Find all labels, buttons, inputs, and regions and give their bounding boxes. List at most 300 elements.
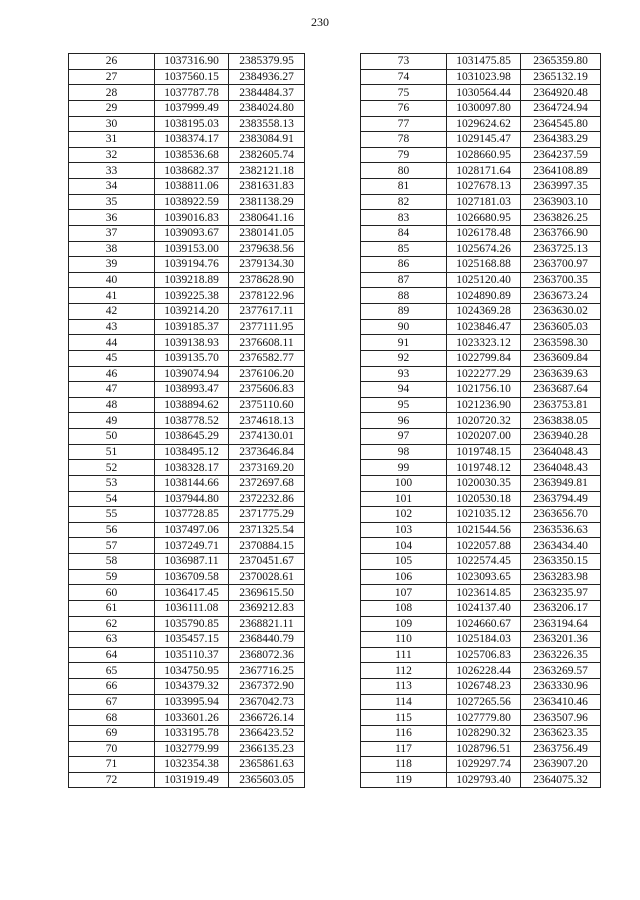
table-row (361, 663, 601, 679)
y-coordinate-cell: 2373169.20 (229, 460, 305, 476)
x-coordinate-cell: 1037787.78 (155, 85, 229, 101)
table-row (361, 210, 601, 226)
y-coordinate-cell: 2364108.89 (521, 163, 601, 179)
y-coordinate-cell: 2364048.43 (521, 444, 601, 460)
point-number-cell: 59 (69, 569, 155, 585)
x-coordinate-cell: 1039135.70 (155, 350, 229, 366)
point-number-cell: 78 (361, 132, 447, 148)
table-row (69, 585, 305, 601)
x-coordinate-cell: 1023323.12 (447, 335, 521, 351)
y-coordinate-cell: 2363700.97 (521, 257, 601, 273)
table-row (69, 304, 305, 320)
point-number-cell: 97 (361, 429, 447, 445)
point-number-cell: 36 (69, 210, 155, 226)
table-row (361, 460, 601, 476)
x-coordinate-cell: 1038328.17 (155, 460, 229, 476)
table-row (69, 679, 305, 695)
y-coordinate-cell: 2363235.97 (521, 585, 601, 601)
x-coordinate-cell: 1038682.37 (155, 163, 229, 179)
table-row (69, 241, 305, 257)
y-coordinate-cell: 2363434.40 (521, 538, 601, 554)
y-coordinate-cell: 2365359.80 (521, 54, 601, 70)
point-number-cell: 53 (69, 475, 155, 491)
point-number-cell: 88 (361, 288, 447, 304)
coordinates-table-left (68, 53, 305, 788)
table-row (69, 429, 305, 445)
x-coordinate-cell: 1038536.68 (155, 147, 229, 163)
point-number-cell: 47 (69, 382, 155, 398)
table-row (361, 225, 601, 241)
table-row (69, 616, 305, 632)
point-number-cell: 30 (69, 116, 155, 132)
x-coordinate-cell: 1033601.26 (155, 710, 229, 726)
y-coordinate-cell: 2363410.46 (521, 694, 601, 710)
y-coordinate-cell: 2363330.96 (521, 679, 601, 695)
y-coordinate-cell: 2363907.20 (521, 757, 601, 773)
table-row (69, 554, 305, 570)
point-number-cell: 104 (361, 538, 447, 554)
y-coordinate-cell: 2377111.95 (229, 319, 305, 335)
table-row (69, 600, 305, 616)
y-coordinate-cell: 2369212.83 (229, 600, 305, 616)
table-row (361, 100, 601, 116)
table-row (361, 538, 601, 554)
table-row (361, 491, 601, 507)
point-number-cell: 72 (69, 772, 155, 788)
point-number-cell: 81 (361, 179, 447, 195)
table-row (361, 69, 601, 85)
point-number-cell: 111 (361, 647, 447, 663)
table-row (69, 210, 305, 226)
point-number-cell: 46 (69, 366, 155, 382)
point-number-cell: 87 (361, 272, 447, 288)
x-coordinate-cell: 1038778.52 (155, 413, 229, 429)
point-number-cell: 28 (69, 85, 155, 101)
x-coordinate-cell: 1020030.35 (447, 475, 521, 491)
table-row (69, 350, 305, 366)
x-coordinate-cell: 1027779.80 (447, 710, 521, 726)
point-number-cell: 82 (361, 194, 447, 210)
y-coordinate-cell: 2376106.20 (229, 366, 305, 382)
point-number-cell: 75 (361, 85, 447, 101)
table-row (361, 522, 601, 538)
table-row (361, 585, 601, 601)
y-coordinate-cell: 2382121.18 (229, 163, 305, 179)
x-coordinate-cell: 1034379.32 (155, 679, 229, 695)
x-coordinate-cell: 1038195.03 (155, 116, 229, 132)
y-coordinate-cell: 2363656.70 (521, 507, 601, 523)
point-number-cell: 58 (69, 554, 155, 570)
y-coordinate-cell: 2363283.98 (521, 569, 601, 585)
table-row (69, 382, 305, 398)
y-coordinate-cell: 2370884.15 (229, 538, 305, 554)
y-coordinate-cell: 2363838.05 (521, 413, 601, 429)
y-coordinate-cell: 2374618.13 (229, 413, 305, 429)
x-coordinate-cell: 1029793.40 (447, 772, 521, 788)
y-coordinate-cell: 2364237.59 (521, 147, 601, 163)
point-number-cell: 50 (69, 429, 155, 445)
y-coordinate-cell: 2383558.13 (229, 116, 305, 132)
y-coordinate-cell: 2368440.79 (229, 632, 305, 648)
point-number-cell: 67 (69, 694, 155, 710)
coordinates-table-right (360, 53, 601, 788)
point-number-cell: 64 (69, 647, 155, 663)
x-coordinate-cell: 1025184.03 (447, 632, 521, 648)
x-coordinate-cell: 1038144.66 (155, 475, 229, 491)
y-coordinate-cell: 2366135.23 (229, 741, 305, 757)
x-coordinate-cell: 1024369.28 (447, 304, 521, 320)
table-row (361, 397, 601, 413)
table-row (69, 725, 305, 741)
table-row (361, 475, 601, 491)
table-row (69, 85, 305, 101)
y-coordinate-cell: 2363206.17 (521, 600, 601, 616)
y-coordinate-cell: 2364724.94 (521, 100, 601, 116)
y-coordinate-cell: 2371325.54 (229, 522, 305, 538)
table-row (69, 257, 305, 273)
table-row (361, 288, 601, 304)
x-coordinate-cell: 1031475.85 (447, 54, 521, 70)
y-coordinate-cell: 2384484.37 (229, 85, 305, 101)
point-number-cell: 41 (69, 288, 155, 304)
y-coordinate-cell: 2366726.14 (229, 710, 305, 726)
table-row (361, 413, 601, 429)
x-coordinate-cell: 1037316.90 (155, 54, 229, 70)
y-coordinate-cell: 2367716.25 (229, 663, 305, 679)
x-coordinate-cell: 1021236.90 (447, 397, 521, 413)
table-row (69, 632, 305, 648)
table-row (69, 413, 305, 429)
y-coordinate-cell: 2364075.32 (521, 772, 601, 788)
table-row (361, 147, 601, 163)
table-row (69, 694, 305, 710)
table-row (361, 757, 601, 773)
point-number-cell: 66 (69, 679, 155, 695)
point-number-cell: 35 (69, 194, 155, 210)
y-coordinate-cell: 2363201.36 (521, 632, 601, 648)
point-number-cell: 57 (69, 538, 155, 554)
point-number-cell: 40 (69, 272, 155, 288)
point-number-cell: 86 (361, 257, 447, 273)
table-row (361, 554, 601, 570)
y-coordinate-cell: 2363630.02 (521, 304, 601, 320)
point-number-cell: 110 (361, 632, 447, 648)
point-number-cell: 114 (361, 694, 447, 710)
point-number-cell: 76 (361, 100, 447, 116)
x-coordinate-cell: 1019748.12 (447, 460, 521, 476)
point-number-cell: 112 (361, 663, 447, 679)
y-coordinate-cell: 2363673.24 (521, 288, 601, 304)
point-number-cell: 92 (361, 350, 447, 366)
table-row (69, 272, 305, 288)
y-coordinate-cell: 2367372.90 (229, 679, 305, 695)
y-coordinate-cell: 2371775.29 (229, 507, 305, 523)
x-coordinate-cell: 1020530.18 (447, 491, 521, 507)
y-coordinate-cell: 2366423.52 (229, 725, 305, 741)
x-coordinate-cell: 1038993.47 (155, 382, 229, 398)
x-coordinate-cell: 1025674.26 (447, 241, 521, 257)
x-coordinate-cell: 1039218.89 (155, 272, 229, 288)
table-row (361, 647, 601, 663)
x-coordinate-cell: 1028660.95 (447, 147, 521, 163)
x-coordinate-cell: 1038374.17 (155, 132, 229, 148)
x-coordinate-cell: 1028290.32 (447, 725, 521, 741)
point-number-cell: 51 (69, 444, 155, 460)
x-coordinate-cell: 1037497.06 (155, 522, 229, 538)
x-coordinate-cell: 1024137.40 (447, 600, 521, 616)
point-number-cell: 107 (361, 585, 447, 601)
table-row (361, 241, 601, 257)
y-coordinate-cell: 2363949.81 (521, 475, 601, 491)
y-coordinate-cell: 2363226.35 (521, 647, 601, 663)
x-coordinate-cell: 1026228.44 (447, 663, 521, 679)
table-row (69, 710, 305, 726)
point-number-cell: 115 (361, 710, 447, 726)
y-coordinate-cell: 2370028.61 (229, 569, 305, 585)
x-coordinate-cell: 1033995.94 (155, 694, 229, 710)
table-row (361, 366, 601, 382)
point-number-cell: 71 (69, 757, 155, 773)
point-number-cell: 60 (69, 585, 155, 601)
x-coordinate-cell: 1033195.78 (155, 725, 229, 741)
point-number-cell: 106 (361, 569, 447, 585)
point-number-cell: 43 (69, 319, 155, 335)
point-number-cell: 61 (69, 600, 155, 616)
table-row (69, 319, 305, 335)
x-coordinate-cell: 1031023.98 (447, 69, 521, 85)
table-row (361, 632, 601, 648)
point-number-cell: 34 (69, 179, 155, 195)
x-coordinate-cell: 1026178.48 (447, 225, 521, 241)
x-coordinate-cell: 1030097.80 (447, 100, 521, 116)
point-number-cell: 29 (69, 100, 155, 116)
x-coordinate-cell: 1021756.10 (447, 382, 521, 398)
table-row (361, 725, 601, 741)
table-row (361, 319, 601, 335)
table-row (361, 179, 601, 195)
point-number-cell: 63 (69, 632, 155, 648)
y-coordinate-cell: 2363269.57 (521, 663, 601, 679)
x-coordinate-cell: 1038894.62 (155, 397, 229, 413)
point-number-cell: 103 (361, 522, 447, 538)
x-coordinate-cell: 1036709.58 (155, 569, 229, 585)
x-coordinate-cell: 1039074.94 (155, 366, 229, 382)
table-row (361, 335, 601, 351)
x-coordinate-cell: 1027265.56 (447, 694, 521, 710)
x-coordinate-cell: 1022277.29 (447, 366, 521, 382)
point-number-cell: 70 (69, 741, 155, 757)
y-coordinate-cell: 2363753.81 (521, 397, 601, 413)
x-coordinate-cell: 1039225.38 (155, 288, 229, 304)
table-row (69, 663, 305, 679)
point-number-cell: 38 (69, 241, 155, 257)
point-number-cell: 77 (361, 116, 447, 132)
point-number-cell: 109 (361, 616, 447, 632)
y-coordinate-cell: 2368072.36 (229, 647, 305, 663)
point-number-cell: 80 (361, 163, 447, 179)
y-coordinate-cell: 2363756.49 (521, 741, 601, 757)
x-coordinate-cell: 1035457.15 (155, 632, 229, 648)
y-coordinate-cell: 2363794.49 (521, 491, 601, 507)
x-coordinate-cell: 1022574.45 (447, 554, 521, 570)
point-number-cell: 42 (69, 304, 155, 320)
table-row (361, 116, 601, 132)
point-number-cell: 116 (361, 725, 447, 741)
table-row (361, 569, 601, 585)
point-number-cell: 105 (361, 554, 447, 570)
x-coordinate-cell: 1023614.85 (447, 585, 521, 601)
y-coordinate-cell: 2364048.43 (521, 460, 601, 476)
point-number-cell: 95 (361, 397, 447, 413)
table-row (361, 163, 601, 179)
y-coordinate-cell: 2380141.05 (229, 225, 305, 241)
table-row (69, 288, 305, 304)
point-number-cell: 93 (361, 366, 447, 382)
x-coordinate-cell: 1028171.64 (447, 163, 521, 179)
table-row (69, 491, 305, 507)
point-number-cell: 52 (69, 460, 155, 476)
point-number-cell: 73 (361, 54, 447, 70)
table-row (69, 397, 305, 413)
table-row (361, 710, 601, 726)
point-number-cell: 31 (69, 132, 155, 148)
point-number-cell: 94 (361, 382, 447, 398)
y-coordinate-cell: 2364383.29 (521, 132, 601, 148)
point-number-cell: 68 (69, 710, 155, 726)
point-number-cell: 90 (361, 319, 447, 335)
x-coordinate-cell: 1036417.45 (155, 585, 229, 601)
point-number-cell: 108 (361, 600, 447, 616)
y-coordinate-cell: 2376582.77 (229, 350, 305, 366)
x-coordinate-cell: 1025120.40 (447, 272, 521, 288)
x-coordinate-cell: 1035110.37 (155, 647, 229, 663)
table-row (69, 757, 305, 773)
x-coordinate-cell: 1036987.11 (155, 554, 229, 570)
table-row (361, 772, 601, 788)
x-coordinate-cell: 1039016.83 (155, 210, 229, 226)
x-coordinate-cell: 1024660.67 (447, 616, 521, 632)
y-coordinate-cell: 2364545.80 (521, 116, 601, 132)
point-number-cell: 27 (69, 69, 155, 85)
page-number: 230 (311, 15, 329, 29)
x-coordinate-cell: 1038495.12 (155, 444, 229, 460)
x-coordinate-cell: 1039214.20 (155, 304, 229, 320)
table-row (69, 163, 305, 179)
table-row (69, 460, 305, 476)
table-row (69, 507, 305, 523)
x-coordinate-cell: 1024890.89 (447, 288, 521, 304)
table-row (361, 600, 601, 616)
y-coordinate-cell: 2365132.19 (521, 69, 601, 85)
point-number-cell: 117 (361, 741, 447, 757)
point-number-cell: 69 (69, 725, 155, 741)
table-row (69, 194, 305, 210)
y-coordinate-cell: 2369615.50 (229, 585, 305, 601)
table-row (361, 54, 601, 70)
x-coordinate-cell: 1034750.95 (155, 663, 229, 679)
point-number-cell: 91 (361, 335, 447, 351)
table-row (69, 475, 305, 491)
y-coordinate-cell: 2363609.84 (521, 350, 601, 366)
table-row (361, 679, 601, 695)
x-coordinate-cell: 1029145.47 (447, 132, 521, 148)
x-coordinate-cell: 1039138.93 (155, 335, 229, 351)
y-coordinate-cell: 2375110.60 (229, 397, 305, 413)
point-number-cell: 48 (69, 397, 155, 413)
table-row (69, 179, 305, 195)
table-row (361, 257, 601, 273)
x-coordinate-cell: 1028796.51 (447, 741, 521, 757)
y-coordinate-cell: 2363940.28 (521, 429, 601, 445)
x-coordinate-cell: 1030564.44 (447, 85, 521, 101)
point-number-cell: 55 (69, 507, 155, 523)
table-row (361, 194, 601, 210)
y-coordinate-cell: 2368821.11 (229, 616, 305, 632)
y-coordinate-cell: 2363350.15 (521, 554, 601, 570)
x-coordinate-cell: 1037560.15 (155, 69, 229, 85)
table-row (69, 69, 305, 85)
point-number-cell: 98 (361, 444, 447, 460)
x-coordinate-cell: 1023093.65 (447, 569, 521, 585)
y-coordinate-cell: 2363766.90 (521, 225, 601, 241)
y-coordinate-cell: 2382605.74 (229, 147, 305, 163)
table-row (69, 335, 305, 351)
y-coordinate-cell: 2363997.35 (521, 179, 601, 195)
table-row (361, 350, 601, 366)
table-row (69, 647, 305, 663)
y-coordinate-cell: 2365861.63 (229, 757, 305, 773)
x-coordinate-cell: 1039185.37 (155, 319, 229, 335)
table-row (69, 741, 305, 757)
x-coordinate-cell: 1039153.00 (155, 241, 229, 257)
point-number-cell: 33 (69, 163, 155, 179)
point-number-cell: 49 (69, 413, 155, 429)
y-coordinate-cell: 2385379.95 (229, 54, 305, 70)
y-coordinate-cell: 2372232.86 (229, 491, 305, 507)
point-number-cell: 101 (361, 491, 447, 507)
table-row (361, 132, 601, 148)
y-coordinate-cell: 2373646.84 (229, 444, 305, 460)
y-coordinate-cell: 2376608.11 (229, 335, 305, 351)
x-coordinate-cell: 1022799.84 (447, 350, 521, 366)
x-coordinate-cell: 1036111.08 (155, 600, 229, 616)
table-row (69, 538, 305, 554)
point-number-cell: 54 (69, 491, 155, 507)
table-row (69, 100, 305, 116)
y-coordinate-cell: 2363687.64 (521, 382, 601, 398)
point-number-cell: 44 (69, 335, 155, 351)
table-row (361, 304, 601, 320)
table-row (69, 444, 305, 460)
x-coordinate-cell: 1037728.85 (155, 507, 229, 523)
table-row (361, 694, 601, 710)
y-coordinate-cell: 2363194.64 (521, 616, 601, 632)
y-coordinate-cell: 2365603.05 (229, 772, 305, 788)
table-row (69, 366, 305, 382)
x-coordinate-cell: 1035790.85 (155, 616, 229, 632)
x-coordinate-cell: 1032354.38 (155, 757, 229, 773)
y-coordinate-cell: 2384936.27 (229, 69, 305, 85)
x-coordinate-cell: 1020720.32 (447, 413, 521, 429)
y-coordinate-cell: 2372697.68 (229, 475, 305, 491)
point-number-cell: 99 (361, 460, 447, 476)
point-number-cell: 39 (69, 257, 155, 273)
table-row (361, 616, 601, 632)
x-coordinate-cell: 1029624.62 (447, 116, 521, 132)
table-row (69, 522, 305, 538)
point-number-cell: 62 (69, 616, 155, 632)
point-number-cell: 45 (69, 350, 155, 366)
